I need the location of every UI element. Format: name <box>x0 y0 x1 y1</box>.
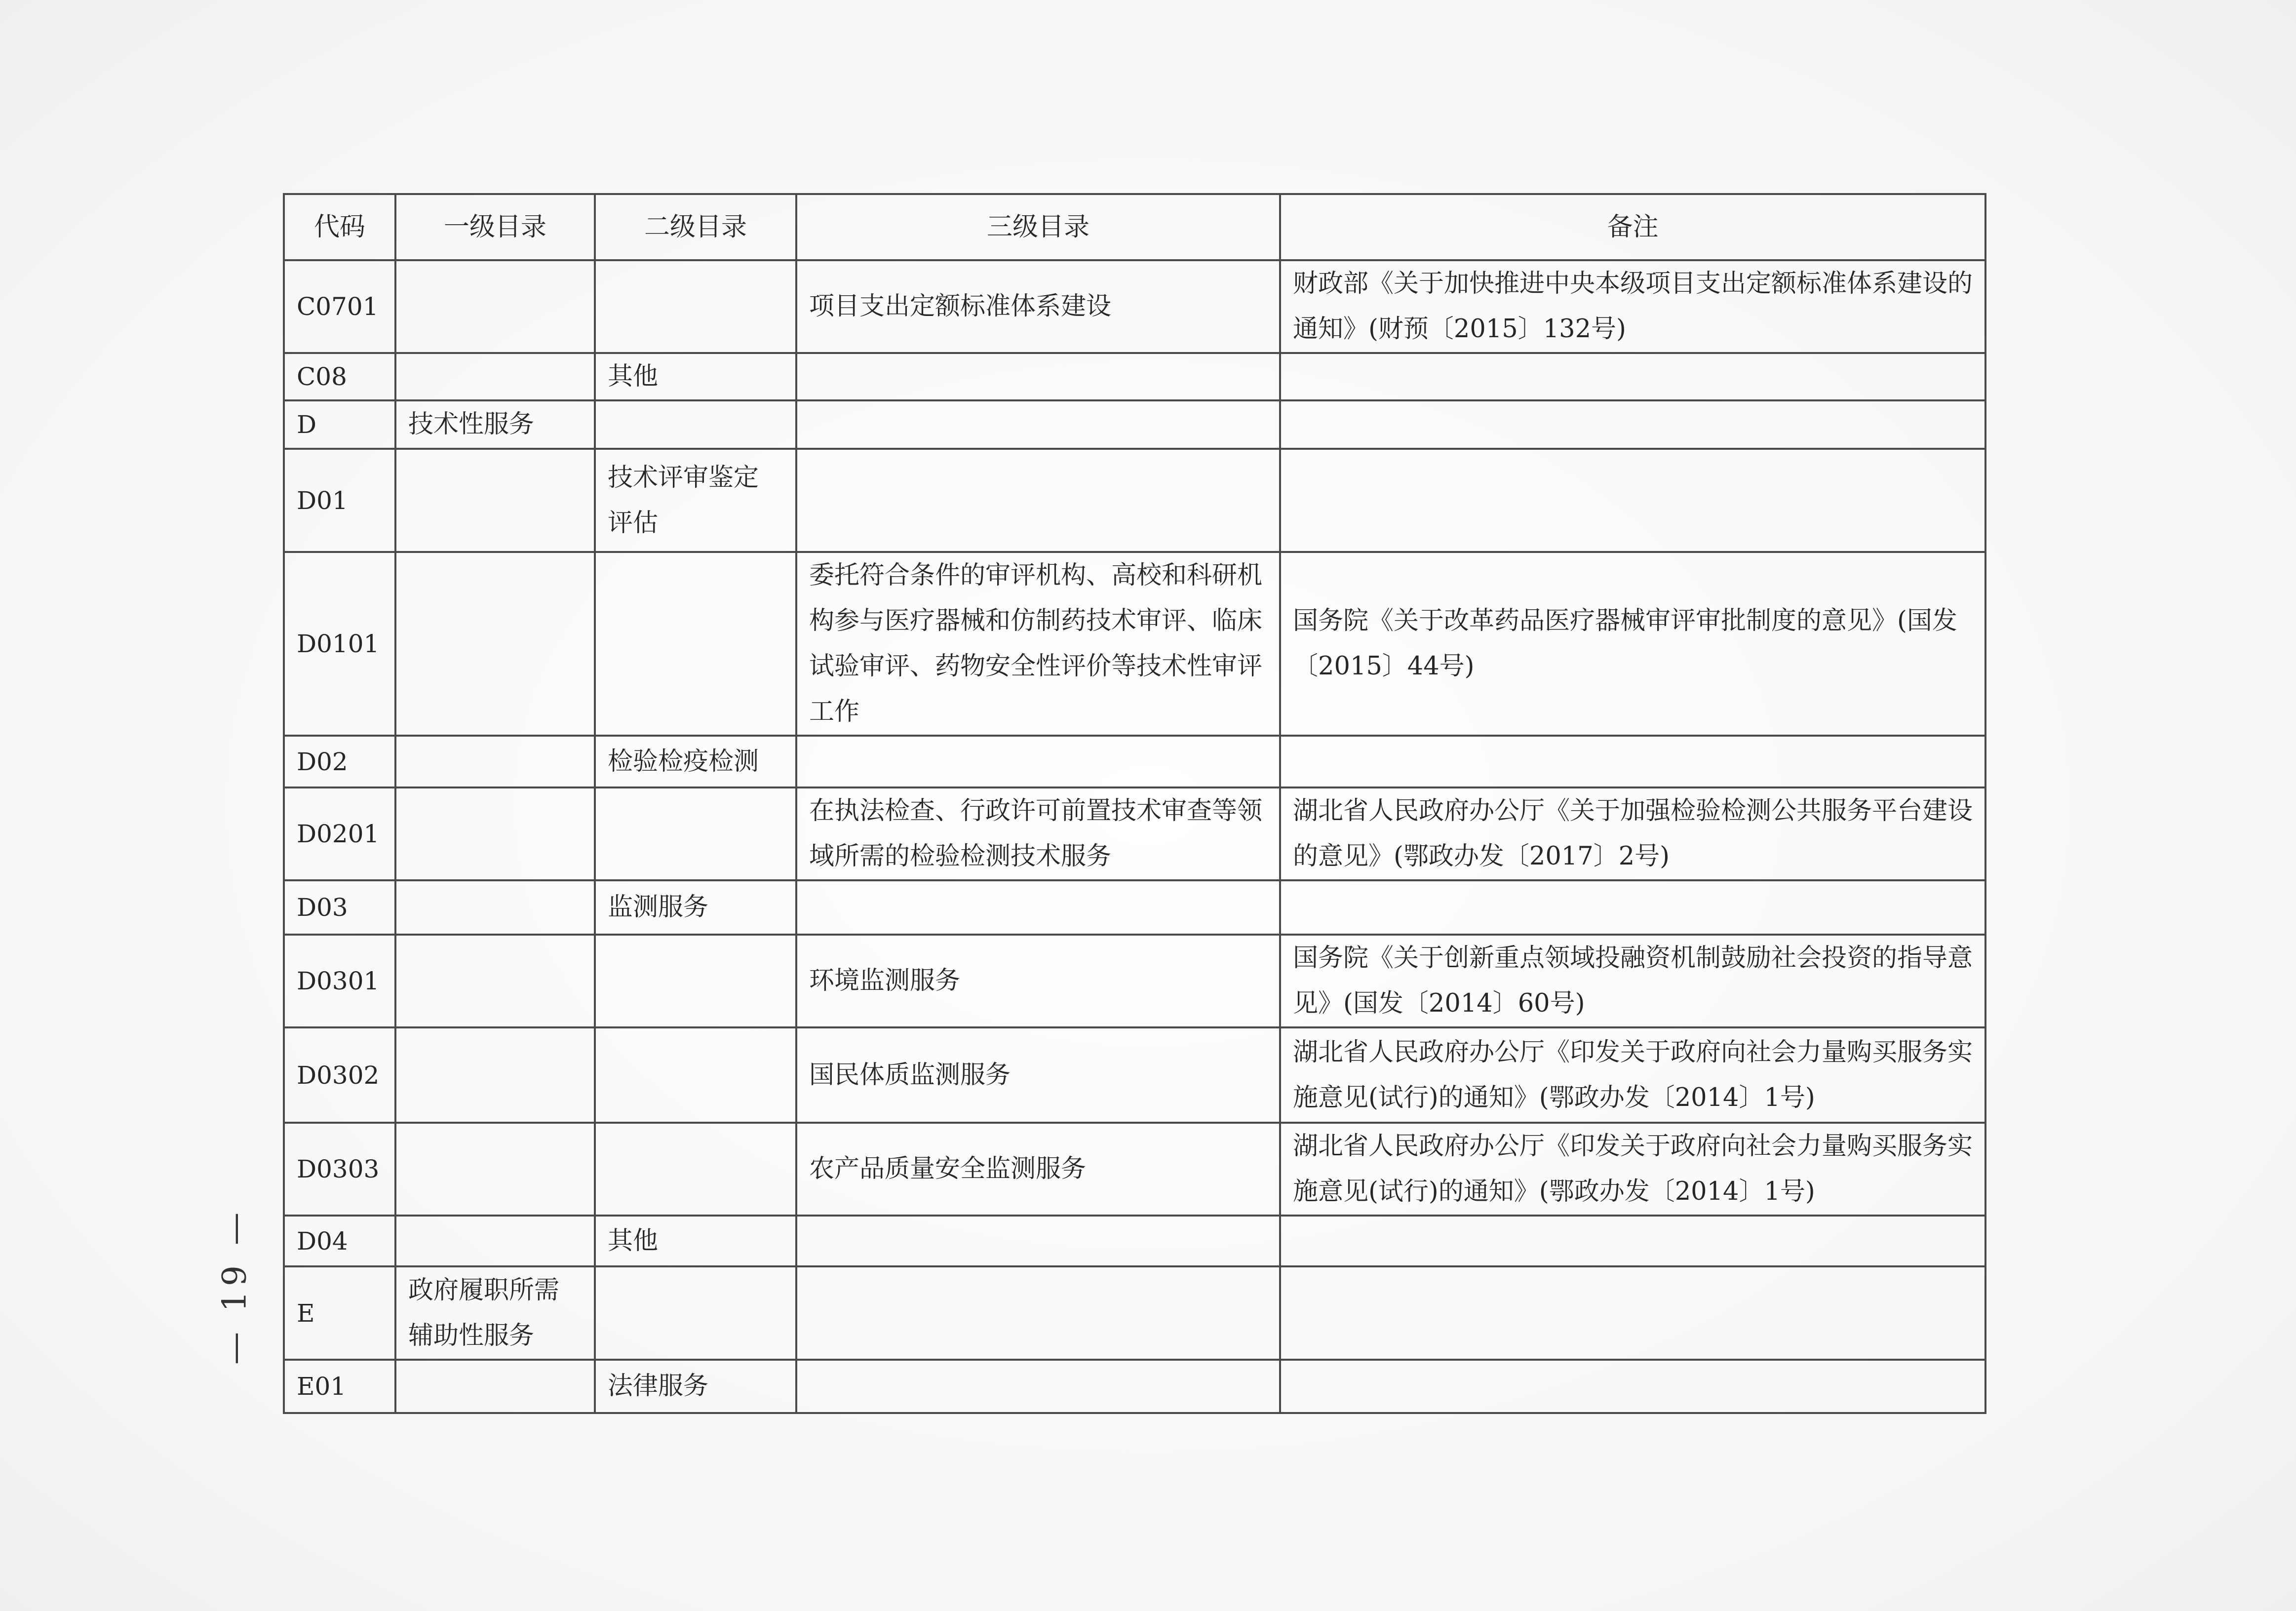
row-level1 <box>395 787 595 880</box>
row-level2 <box>595 935 796 1027</box>
table-row <box>284 552 1985 736</box>
row-note <box>1280 880 1985 935</box>
row-level3: 在执法检查、行政许可前置技术审查等领域所需的检验检测技术服务 <box>796 787 1280 880</box>
table-row <box>284 880 1985 935</box>
table-row <box>284 449 1985 552</box>
row-code: E <box>284 1266 395 1360</box>
row-code: D0302 <box>284 1027 395 1123</box>
row-level2: 监测服务 <box>595 880 796 935</box>
row-level1: 政府履职所需辅助性服务 <box>395 1266 595 1360</box>
row-level2: 法律服务 <box>595 1360 796 1413</box>
row-note: 湖北省人民政府办公厅《印发关于政府向社会力量购买服务实施意见(试行)的通知》(鄂政办发〔2014〕1号) <box>1280 1027 1985 1123</box>
row-level1: 技术性服务 <box>395 400 595 449</box>
row-level2 <box>595 260 796 353</box>
row-level3 <box>796 1216 1280 1266</box>
row-note: 财政部《关于加快推进中央本级项目支出定额标准体系建设的通知》(财预〔2015〕132号) <box>1280 260 1985 353</box>
row-level1 <box>395 260 595 353</box>
row-level3: 环境监测服务 <box>796 935 1280 1027</box>
row-note <box>1280 1216 1985 1266</box>
row-note <box>1280 449 1985 552</box>
row-level3 <box>796 736 1280 787</box>
row-level2: 技术评审鉴定评估 <box>595 449 796 552</box>
row-level3 <box>796 1266 1280 1360</box>
row-code: D0101 <box>284 552 395 736</box>
row-level1 <box>395 449 595 552</box>
row-level3 <box>796 449 1280 552</box>
row-level3: 项目支出定额标准体系建设 <box>796 260 1280 353</box>
table-row <box>284 1027 1985 1123</box>
row-note <box>1280 353 1985 400</box>
row-code: D0303 <box>284 1123 395 1216</box>
row-level1 <box>395 353 595 400</box>
row-note: 湖北省人民政府办公厅《印发关于政府向社会力量购买服务实施意见(试行)的通知》(鄂政办发〔2014〕1号) <box>1280 1123 1985 1216</box>
table-row <box>284 400 1985 449</box>
row-note: 国务院《关于创新重点领域投融资机制鼓励社会投资的指导意见》(国发〔2014〕60号) <box>1280 935 1985 1027</box>
table-row <box>284 736 1985 787</box>
row-note: 湖北省人民政府办公厅《关于加强检验检测公共服务平台建设的意见》(鄂政办发〔2017〕2号) <box>1280 787 1985 880</box>
row-level1 <box>395 1216 595 1266</box>
row-level3: 农产品质量安全监测服务 <box>796 1123 1280 1216</box>
service-catalog-table <box>283 193 1986 1414</box>
row-level3: 委托符合条件的审评机构、高校和科研机构参与医疗器械和仿制药技术审评、临床试验审评、药物安全性评价等技术性审评工作 <box>796 552 1280 736</box>
row-code: D03 <box>284 880 395 935</box>
row-level2 <box>595 1266 796 1360</box>
table-row <box>284 1360 1985 1413</box>
header-note: 备注 <box>1280 194 1985 260</box>
row-level2 <box>595 552 796 736</box>
row-code: E01 <box>284 1360 395 1413</box>
row-level3 <box>796 1360 1280 1413</box>
table-header-row <box>284 194 1985 260</box>
row-level1 <box>395 1123 595 1216</box>
row-code: C0701 <box>284 260 395 353</box>
table-row <box>284 1216 1985 1266</box>
row-level1 <box>395 552 595 736</box>
row-level2 <box>595 400 796 449</box>
row-level3: 国民体质监测服务 <box>796 1027 1280 1123</box>
header-level3: 三级目录 <box>796 194 1280 260</box>
row-level2: 其他 <box>595 353 796 400</box>
row-code: D01 <box>284 449 395 552</box>
row-code: D <box>284 400 395 449</box>
row-level2 <box>595 1027 796 1123</box>
row-note <box>1280 1360 1985 1413</box>
table-row <box>284 260 1985 353</box>
row-level1 <box>395 1360 595 1413</box>
row-level3 <box>796 353 1280 400</box>
row-note: 国务院《关于改革药品医疗器械审评审批制度的意见》(国发〔2015〕44号) <box>1280 552 1985 736</box>
row-level1 <box>395 1027 595 1123</box>
header-level2: 二级目录 <box>595 194 796 260</box>
row-code: C08 <box>284 353 395 400</box>
header-level1: 一级目录 <box>395 194 595 260</box>
row-level2 <box>595 1123 796 1216</box>
table-row <box>284 353 1985 400</box>
header-code: 代码 <box>284 194 395 260</box>
row-level2 <box>595 787 796 880</box>
row-note <box>1280 1266 1985 1360</box>
row-code: D04 <box>284 1216 395 1266</box>
row-code: D0201 <box>284 787 395 880</box>
row-level2: 其他 <box>595 1216 796 1266</box>
row-level1 <box>395 935 595 1027</box>
table-row <box>284 1266 1985 1360</box>
row-level3 <box>796 880 1280 935</box>
page-number: — 19 — <box>215 1208 254 1365</box>
table-row <box>284 935 1985 1027</box>
row-level2: 检验检疫检测 <box>595 736 796 787</box>
row-note <box>1280 736 1985 787</box>
table-row <box>284 787 1985 880</box>
row-note <box>1280 400 1985 449</box>
table-row <box>284 1123 1985 1216</box>
row-level1 <box>395 736 595 787</box>
row-level1 <box>395 880 595 935</box>
row-level3 <box>796 400 1280 449</box>
row-code: D02 <box>284 736 395 787</box>
row-code: D0301 <box>284 935 395 1027</box>
